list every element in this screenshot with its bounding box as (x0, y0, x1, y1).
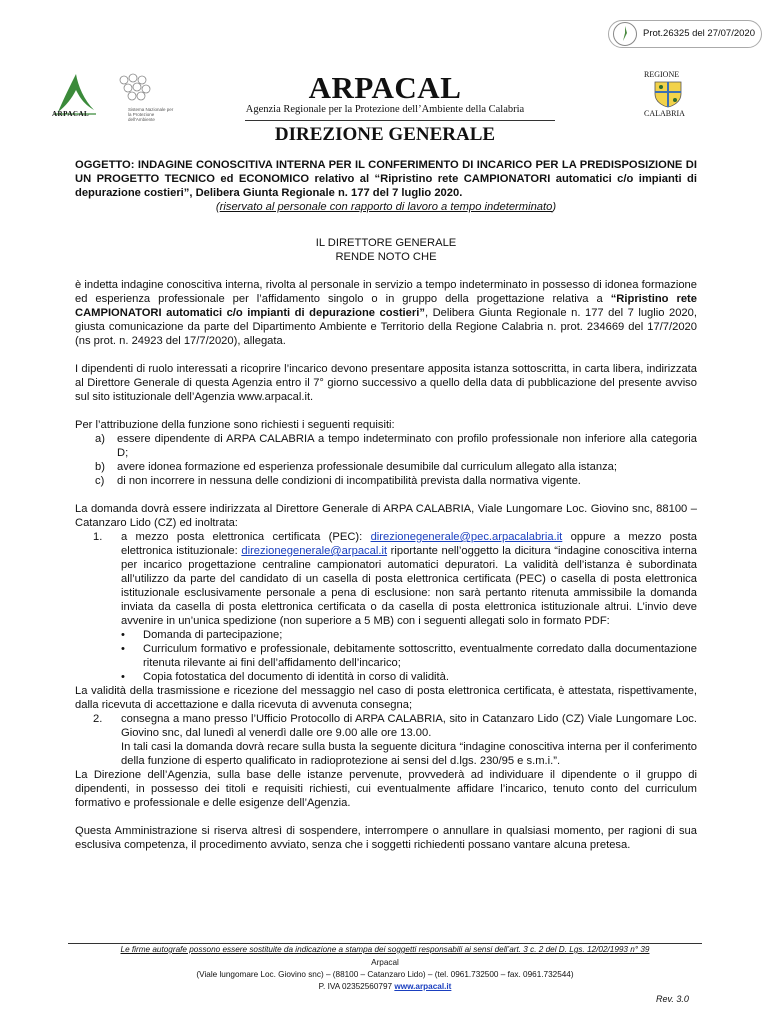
list-item: b) avere idonea formazione ed esperienza professionale desumibile dal curriculum allegato alla istanza; (95, 461, 617, 473)
footer-piva: P. IVA 02352560797 www.arpacal.it (318, 982, 452, 991)
paragraph-direzione: La Direzione dell’Agenzia, sulla base delle istanze pervenute, provvederà ad individuare il dipendente o il gruppo di dipendenti, in possesso dei titoli e requisiti richiesti, cui eventualmente affidare l’incarico, tenuto conto del curriculum formativo e professionale e delle esigenze dell’Agenzia. (75, 769, 697, 809)
footer-org: Arpacal (371, 958, 399, 967)
director-line: IL DIRETTORE GENERALE (315, 237, 457, 249)
protocol-stamp (608, 20, 762, 48)
agency-title: ARPACAL (308, 70, 462, 105)
paragraph-domanda: La domanda dovrà essere indirizzata al Direttore Generale di ARPA CALABRIA, Viale Lungomare Loc. Giovino snc, 88100 – Catanzaro Lido (CZ) ed inoltrata: (75, 503, 697, 529)
footer-note: Le firme autografe possono essere sostituite da indicazione a stampa dei soggetti responsabili ai sensi dell’art. 3 c. 2 del D. Lgs. 12/02/1993 n° 39 (120, 945, 650, 954)
paragraph-istanza: I dipendenti di ruolo interessati a ricoprire l’incarico devono presentare apposita istanza sottoscritta, in carta libera, indirizzata al Direttore Generale di questa Agenzia entro il 7° giorno successivo a quello della data di pubblicazione del presente avviso sul sito istituzionale dell’Agenzia www.arpacal.it. (75, 363, 697, 403)
list-item: • Curriculum formativo e professionale, debitamente sottoscritto, eventualmente corredato dalla documentazione ritenuta rilevante ai fini dell’affidamento dell’incarico; (121, 643, 697, 669)
institutional-email-link[interactable]: direzionegenerale@arpacal.it (241, 545, 388, 557)
notice-line: RENDE NOTO CHE (335, 251, 437, 263)
list-item: c) di non incorrere in nessuna delle condizioni di incompatibilità prevista dalla normativa vigente. (95, 475, 581, 487)
reserved-note: riservato al personale con rapporto di lavoro a tempo indeterminato (219, 201, 553, 213)
snpa-label: Sistema Nazionale per la Protezione dell'Ambiente (128, 107, 174, 122)
arpacal-logo-label: ARPACAL (52, 110, 90, 118)
region-label: REGIONE (644, 70, 680, 79)
protocol-number: Prot.26325 del 27/07/2020 (643, 28, 755, 39)
paragraph-intro: è indetta indagine conoscitiva interna, rivolta al personale in servizio a tempo indeterminato in possesso di idonea formazione ed esperienza professionale per l’affidamento singolo o in gruppo della progettazione relativa a “Ripristino rete CAMPIONATORI automatici c/o impianti di depurazione costieri”, Delibera Giunta Regionale n. 177 del 7 luglio 2020, giusta comunicazione da parte del Dipartimento Ambiente e Territorio della Regione Calabria n. prot. 234669 del 17/7/2020 (ns prot. n. 24923 del 17/7/2020), allegata. (75, 279, 697, 347)
list-item: 1. a mezzo posta elettronica certificata (PEC): direzionegenerale@pec.arpacalabria.it oppure a mezzo posta elettronica istituzionale: direzionegenerale@arpacal.it riportante nell’oggetto la dicitura “indagine conoscitiva interna per incarico progettazione centraline campionatori automatici depuratori. La validità dell’istanza è subordinata all’utilizzo da parte del candidato di un casella di posta elettronica certificata (PEC) o casella di posta elettronica istituzionale esclusivamente personale a pena di esclusione: non sarà pertanto ritenuta ammissibile la domanda inviata da casella di posta elettronica certificata o da casella di posta elettronica istituzionale altrui. L’invio deve avvenire in un’unica spedizione (non superiore a 5 MB) con i seguenti allegati solo in formato PDF: (93, 531, 697, 627)
region-crest-icon (651, 80, 685, 108)
website-link[interactable]: www.arpacal.it (394, 982, 452, 991)
footer-address: (Viale lungomare Loc. Giovino snc) – (88100 – Catanzaro Lido) – (tel. 0961.732500 – fax. 0961.732544) (196, 970, 574, 979)
subject-text: OGGETTO: INDAGINE CONOSCITIVA INTERNA PER IL CONFERIMENTO DI INCARICO PER LA PREDISPOSIZIONE DI UN PROGETTO TECNICO ed ECONOMICO relativo al “Ripristino rete CAMPIONATORI automatici c/o impianti di depurazione costieri”, Delibera Giunta Regionale n. 177 del 7 luglio 2020. (75, 159, 697, 199)
region-name: CALABRIA (644, 109, 685, 118)
list-item: a) essere dipendente di ARPA CALABRIA a tempo indeterminato con profilo professionale non inferiore alla categoria D; (95, 433, 697, 459)
subject-block: OGGETTO: INDAGINE CONOSCITIVA INTERNA PER IL CONFERIMENTO DI INCARICO PER LA PREDISPOSIZIONE DI UN PROGETTO TECNICO ed ECONOMICO relativo al “Ripristino rete CAMPIONATORI automatici c/o impianti di depurazione costieri”, Delibera Giunta Regionale n. 177 del 7 luglio 2020. (riservato al personale con rapporto di lavoro a tempo indeterminato) IL DIRETTORE GENERALE RENDE NOTO CHE è indetta indagine conoscitiva interna, rivolta al personale in servizio a tempo indeterminato in possesso di idonea formazione ed esperienza professionale per l’affidamento singolo o in gruppo della progettazione relativa a “Ripristino rete CAMPIONATORI automatici c/o impianti di depurazione costieri”, Delibera Giunta Regionale n. 177 del 7 luglio 2020, giusta comunicazione da parte del Dipartimento Ambiente e Territorio della Regione Calabria n. prot. 234669 del 17/7/2020 (ns prot. n. 24923 del 17/7/2020), allegata. I dipendenti di ruolo interessati a ricoprire l’incarico devono presentare apposita istanza sottoscritta, in carta libera, indirizzata al Direttore Generale di questa Agenzia entro il 7° giorno successivo a quello della data di pubblicazione del presente avviso sul sito istituzionale dell’Agenzia www.arpacal.it. Per l’attribuzione della funzione sono richiesti i seguenti requisiti: a) essere dipendente di ARPA CALABRIA a tempo indeterminato con profilo professionale non inferiore alla categoria D; b) avere idonea formazione ed esperienza professionale desumibile dal curriculum allegato alla istanza; c) di non incorrere in nessuna delle condizioni di incompatibilità prevista dalla normativa vigente. La domanda dovrà essere indirizzata al Direttore Generale di ARPA CALABRIA, Viale Lungomare Loc. Giovino snc, 88100 – Catanzaro Lido (CZ) ed inoltrata: 1. a mezzo posta elettronica certificata (PEC): direzionegenerale@pec.arpacalabria.it oppure a mezzo posta elettronica istituzionale: direzionegenerale@arpacal.it riportante nell’oggetto la dicitura “indagine conoscitiva interna per incarico progettazione centraline campionatori automatici depuratori. La validità dell’istanza è subordinata all’utilizzo da parte del candidato di un casella di posta elettronica certificata (PEC) o casella di posta elettronica istituzionale esclusivamente personale a pena di esclusione: non sarà pertanto ritenuta ammissibile la domanda inviata da casella di posta elettronica certificata o da casella di posta elettronica istituzionale altrui. L’invio deve avvenire in un’unica spedizione (non superiore a 5 MB) con i seguenti allegati solo in formato PDF: • Domanda di partecipazione; • Curriculum formativo e professionale, debitamente sottoscritto, eventualmente corredato dalla documentazione ritenuta rilevante ai fini dell’affidamento dell’incarico; • Copia fotostatica del documento di identità in corso di validità. La validità della trasmissione e ricezione del messaggio nel caso di posta elettronica certificata, è attestata, rispettivamente, dalla ricevuta di accettazione e dalla ricevuta di avvenuta consegna; 2. consegna a mano presso l’Ufficio Protocollo di ARPA CALABRIA, sito in Catanzaro Lido (CZ) Viale Lungomare Loc. Giovino snc, dal lunedì al venerdì dalle ore 9.00 alle ore 13.00. In tali casi la domanda dovrà recare sulla busta la seguente dicitura “indagine conoscitiva interna per il conferimento della funzione di esperto qualificato in radioprotezione ai sensi del d.lgs. 230/95 e s.m.i.”. La Direzione dell’Agenzia, sulla base delle istanze pervenute, provvederà ad individuare il dipendente o il gruppo di dipendenti, in possesso dei titoli e requisiti richiesti, cui eventualmente affidare l’incarico, tenuto conto del curriculum formativo e professionale e delle esigenze dell’Agenzia. Questa Amministrazione si riserva altresì di sospendere, interrompere o annullare in qualsiasi momento, per ragioni di sua esclusiva competenza, il procedimento avviato, senza che i soggetti richiedenti possano vantare alcuna pretesa. (75, 159, 697, 851)
paragraph-riserva: Questa Amministrazione si riserva altresì di sospendere, interrompere o annullare in qualsiasi momento, per ragioni di sua esclusiva competenza, il procedimento avviato, senza che i soggetti richiedenti possano vantare alcuna pretesa. (75, 825, 697, 851)
list-item: 2. consegna a mano presso l’Ufficio Protocollo di ARPA CALABRIA, sito in Catanzaro Lido (CZ) Viale Lungomare Loc. Giovino snc, dal lunedì al venerdì dalle ore 9.00 alle ore 13.00. In tali casi la domanda dovrà recare sulla busta la seguente dicitura “indagine conoscitiva interna per il conferimento della funzione di esperto qualificato in radioprotezione ai sensi del d.lgs. 230/95 e s.m.i.”. (93, 713, 697, 767)
revision-label: Rev. 3.0 (656, 994, 689, 1004)
agency-subtitle: Agenzia Regionale per la Protezione dell’Ambiente della Calabria (245, 104, 525, 115)
seal-icon (613, 22, 637, 46)
footer-divider (68, 943, 702, 944)
section-title: DIREZIONE GENERALE (274, 124, 496, 145)
paragraph-validita: La validità della trasmissione e ricezione del messaggio nel caso di posta elettronica certificata, è attestata, rispettivamente, dalla ricevuta di accettazione e dalla ricevuta di avvenuta consegna; (75, 685, 697, 711)
list-item: • Domanda di partecipazione; (121, 629, 283, 641)
list-item: • Copia fotostatica del documento di identità in corso di validità. (121, 671, 449, 683)
header-divider (245, 120, 555, 121)
pec-email-link[interactable]: direzionegenerale@pec.arpacalabria.it (370, 531, 563, 543)
paragraph-requisiti: Per l’attribuzione della funzione sono richiesti i seguenti requisiti: (75, 419, 395, 431)
